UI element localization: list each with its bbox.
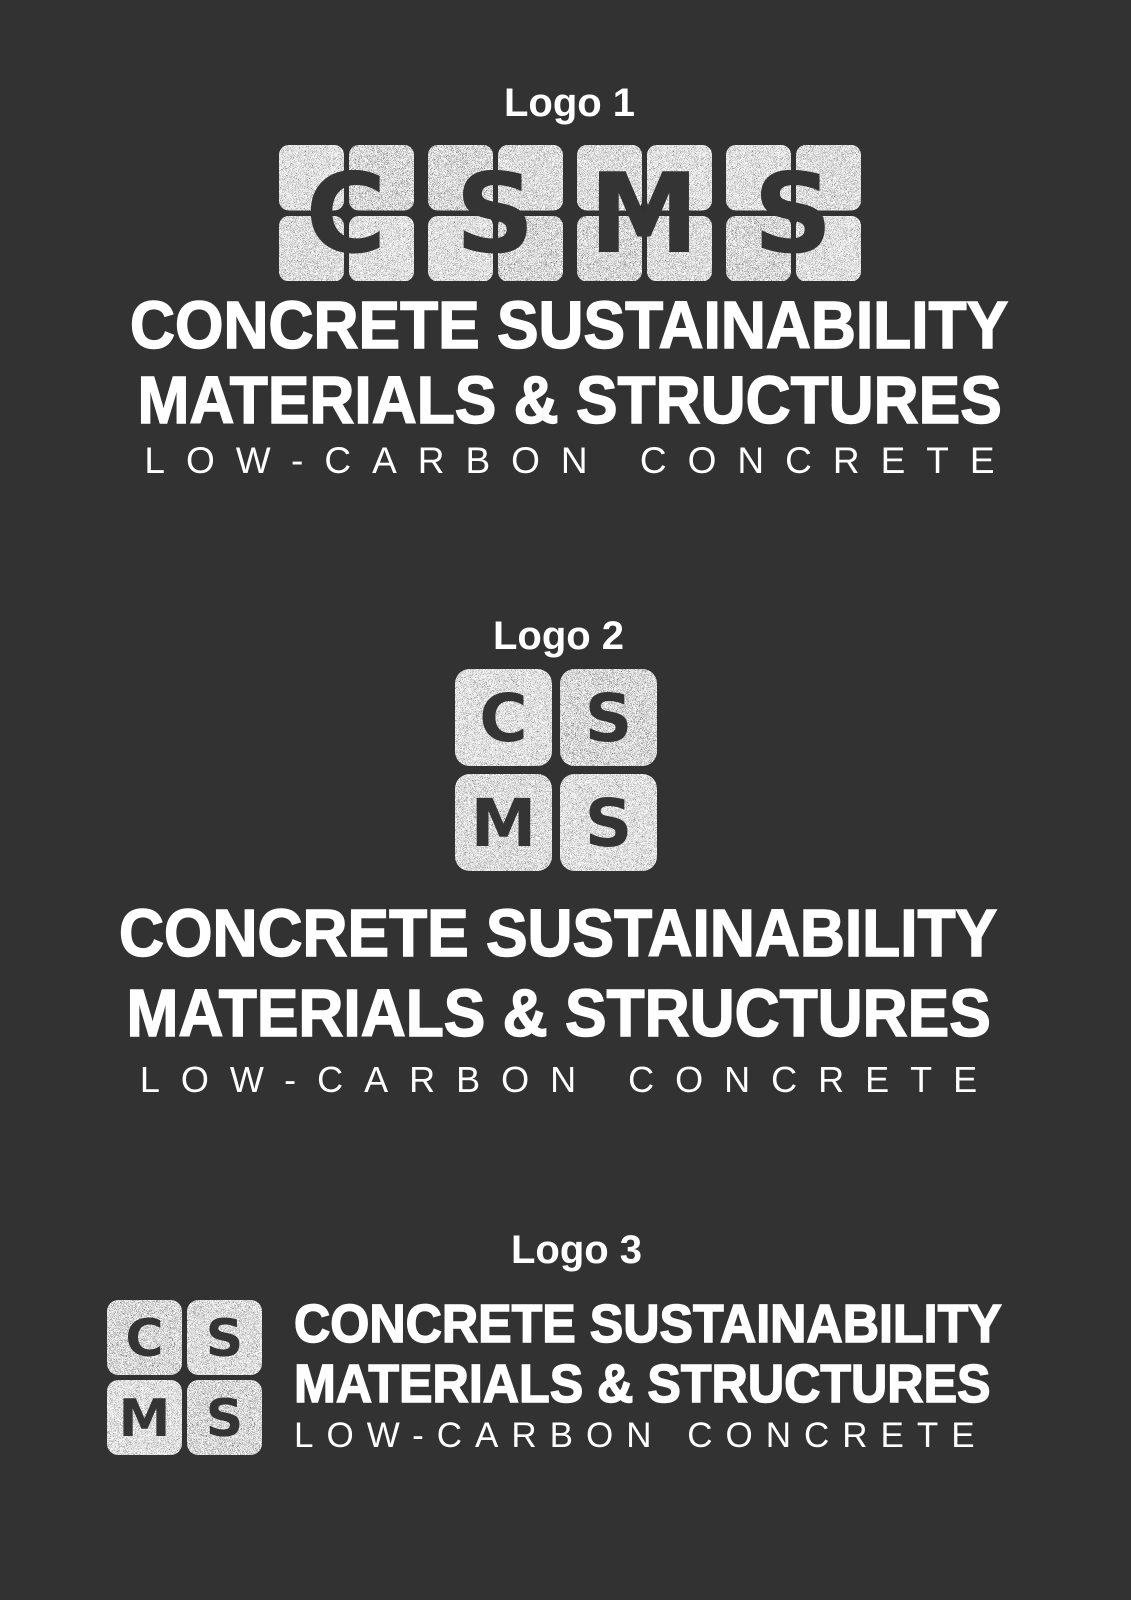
block-letter: S xyxy=(205,1309,244,1369)
block-letter: S xyxy=(455,150,535,279)
block-letter: S xyxy=(584,680,633,757)
concrete-tile-m xyxy=(107,1380,182,1455)
concrete-tile-s1 xyxy=(560,669,657,766)
concrete-tile-c xyxy=(107,1300,182,1375)
block-letter: C xyxy=(305,150,387,279)
logo1-name-line2: MATERIALS & STRUCTURES xyxy=(137,363,1002,438)
logo2-tagline: LOW-CARBON CONCRETE xyxy=(139,1059,999,1100)
logo3-mark xyxy=(107,1300,262,1455)
concrete-tile-m xyxy=(455,774,552,871)
concrete-block-s2 xyxy=(726,145,861,281)
logo2-heading: Logo 2 xyxy=(492,614,625,658)
logo1-mark xyxy=(279,145,861,281)
block-letter: C xyxy=(479,680,528,757)
block-letter: S xyxy=(584,785,633,862)
block-letter: M xyxy=(588,150,700,279)
concrete-tile-s2 xyxy=(187,1380,262,1455)
block-letter: S xyxy=(753,150,833,279)
block-letter: M xyxy=(118,1389,171,1449)
block-letter: M xyxy=(470,785,537,862)
concrete-tile-s2 xyxy=(560,774,657,871)
logo3-name-line2: MATERIALS & STRUCTURES xyxy=(294,1354,991,1414)
logo3-tagline: LOW-CARBON CONCRETE xyxy=(294,1416,988,1455)
logo1-tagline: LOW-CARBON CONCRETE xyxy=(144,440,1016,481)
logo3-name-line1: CONCRETE SUSTAINABILITY xyxy=(294,1294,1002,1354)
concrete-block-s1 xyxy=(428,145,563,281)
logo2-name-line2: MATERIALS & STRUCTURES xyxy=(126,976,991,1051)
logo1-name-line1: CONCRETE SUSTAINABILITY xyxy=(130,288,1009,363)
concrete-block-c xyxy=(279,145,414,281)
logo2-mark xyxy=(455,669,657,871)
concrete-block-m xyxy=(577,145,712,281)
logo2-name-line1: CONCRETE SUSTAINABILITY xyxy=(119,896,998,971)
logo3-heading: Logo 3 xyxy=(510,1228,643,1272)
block-letter: S xyxy=(205,1389,244,1449)
logo1-heading: Logo 1 xyxy=(503,81,636,125)
concrete-tile-s1 xyxy=(187,1300,262,1375)
block-letter: C xyxy=(125,1309,164,1369)
concrete-tile-c xyxy=(455,669,552,766)
